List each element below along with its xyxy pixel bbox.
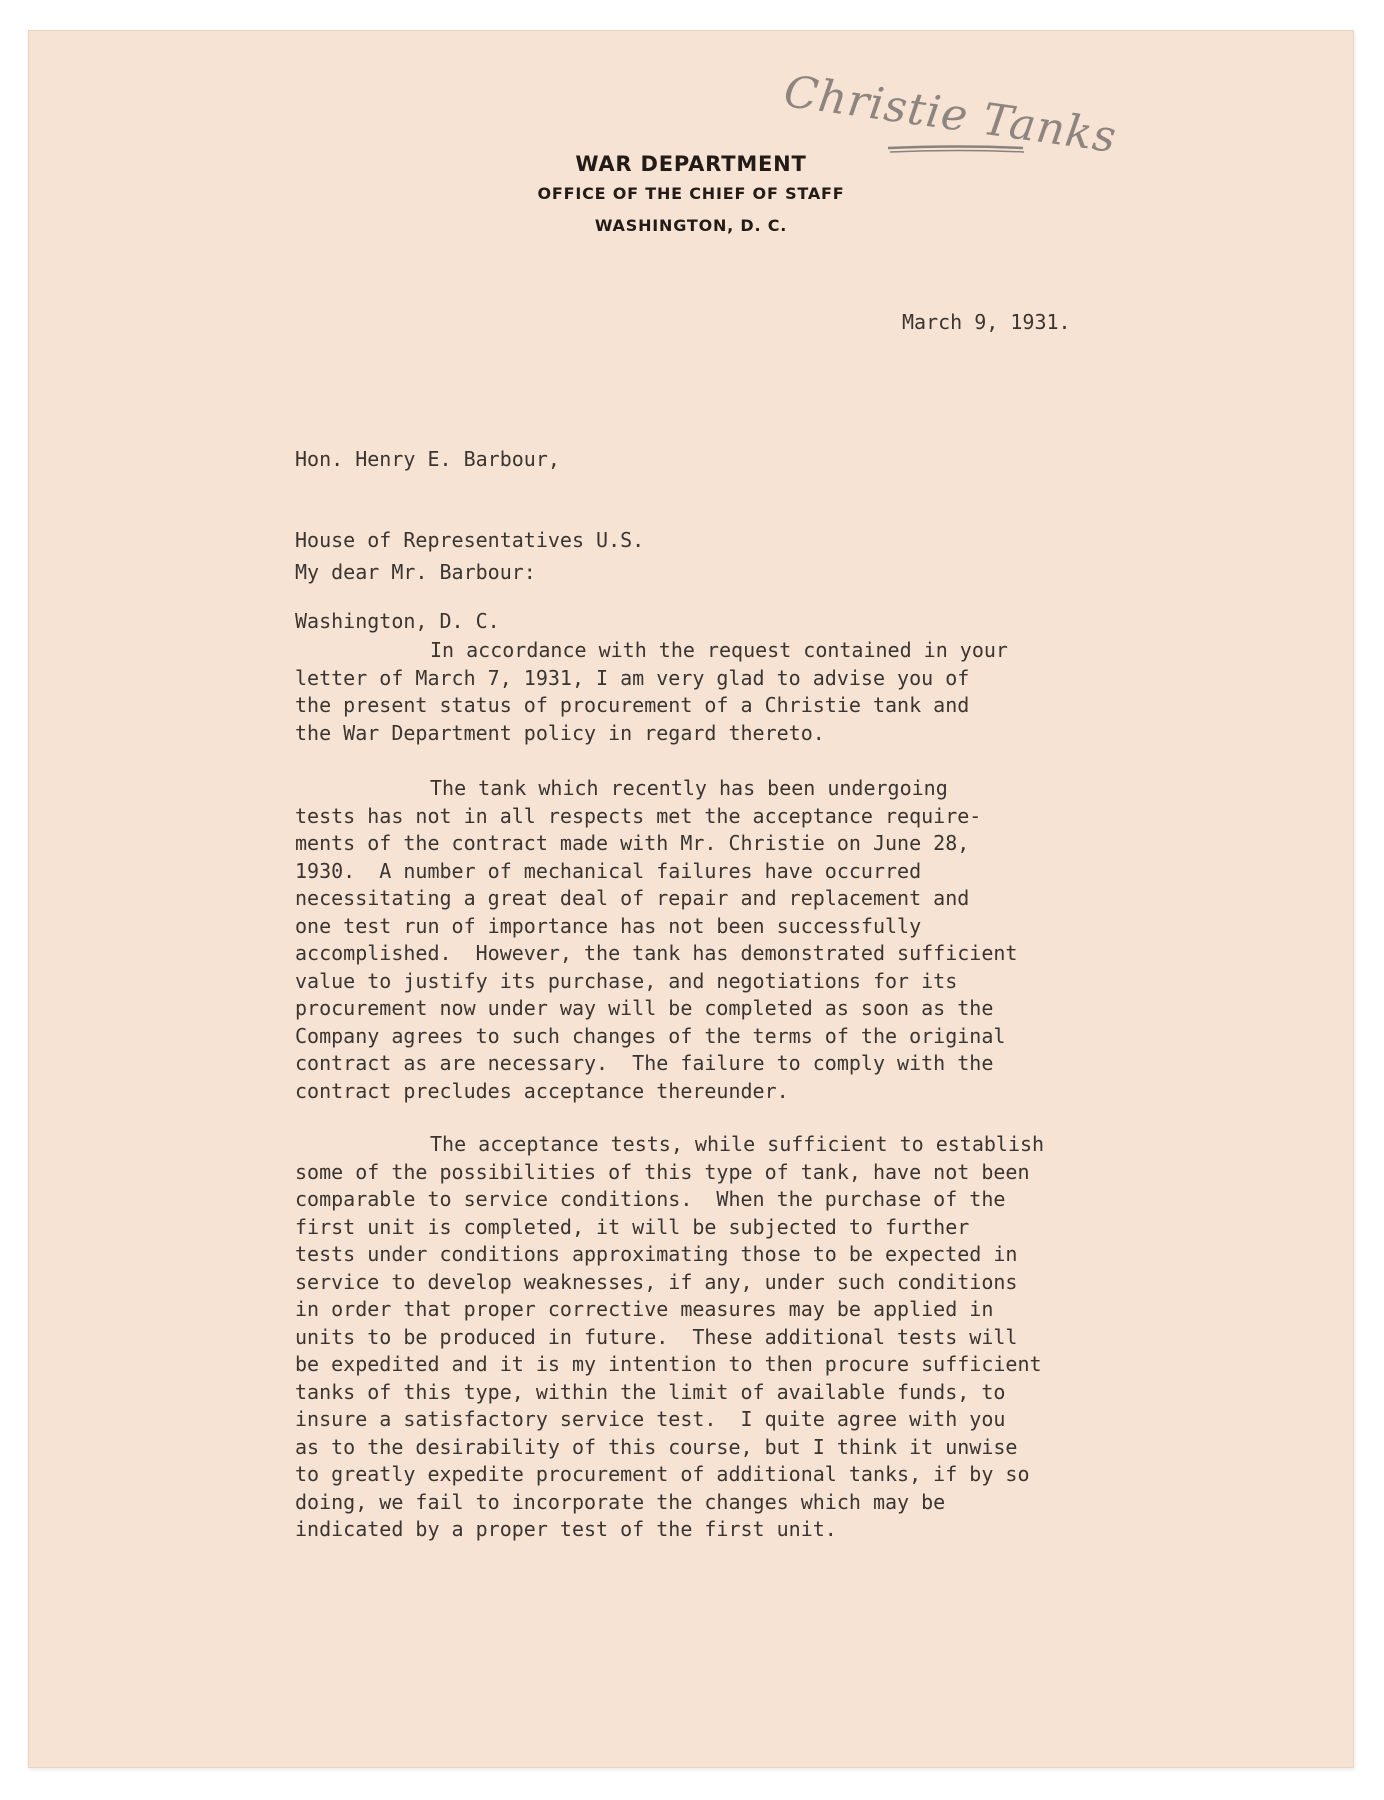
address-line: Hon. Henry E. Barbour, (295, 447, 560, 471)
handwritten-annotation (778, 48, 1178, 164)
paragraph-line: comparable to service conditions. When the purchase of the (295, 1187, 1006, 1211)
paragraph-line: in order that proper corrective measures may be applied in (295, 1297, 994, 1321)
paragraph-line: to greatly expedite procurement of additional tanks, if by so (295, 1462, 1030, 1486)
letter-page (28, 30, 1354, 1768)
paragraph-line: ments of the contract made with Mr. Christie on June 28, (295, 831, 970, 855)
paragraph-line: be expedited and it is my intention to then procure sufficient (295, 1352, 1042, 1376)
paragraph-line: accomplished. However, the tank has demonstrated sufficient (295, 941, 1018, 965)
paragraph-line: one test run of importance has not been successfully (295, 913, 922, 938)
letterhead-department: WAR DEPARTMENT (575, 152, 807, 176)
handwritten-note: Christie Tanks (780, 66, 1120, 164)
paragraph-line: doing, we fail to incorporate the changes which may be (295, 1489, 946, 1514)
paragraph-line: The tank which recently has been undergoing (430, 776, 948, 800)
letterhead-city: WASHINGTON, D. C. (594, 216, 788, 235)
paragraph-3 (295, 1131, 1044, 1544)
paragraph-line: the War Department policy in regard thereto. (295, 720, 825, 745)
paragraph-line: necessitating a great deal of repair and replacement and (295, 886, 970, 910)
paragraph-2 (295, 775, 1017, 1105)
salutation: My dear Mr. Barbour: (295, 560, 536, 584)
paragraph-line: 1930. A number of mechanical failures have occurred (295, 858, 922, 883)
paragraph-line: the present status of procurement of a Christie tank and (295, 693, 970, 717)
paragraph-line: some of the possibilities of this type of tank, have not been (295, 1159, 1030, 1184)
paragraph-line: The acceptance tests, while sufficient to establish (430, 1132, 1045, 1156)
letter-date: March 9, 1931. (902, 310, 1071, 334)
paragraph-line: letter of March 7, 1931, I am very glad to advise you of (295, 665, 970, 690)
paragraph-line: contract precludes acceptance thereunder. (295, 1078, 789, 1103)
paragraph-line: as to the desirability of this course, but I think it unwise (295, 1434, 1018, 1459)
paragraph-line: service to develop weaknesses, if any, under such conditions (295, 1269, 1018, 1294)
paragraph-line: tanks of this type, within the limit of available funds, to (295, 1379, 1006, 1404)
paragraph-line: In accordance with the request contained in your (430, 638, 1008, 662)
letterhead-office: OFFICE OF THE CHIEF OF STAFF (537, 184, 845, 203)
paragraph-line: value to justify its purchase, and negotiations for its (295, 968, 958, 993)
paragraph-line: tests under conditions approximating those to be expected in (295, 1242, 1018, 1266)
paragraph-line: first unit is completed, it will be subjected to further (295, 1214, 970, 1239)
paragraph-line: units to be produced in future. These additional tests will (295, 1324, 1018, 1349)
paragraph-1 (295, 637, 1008, 747)
address-line: Washington, D. C. (295, 609, 500, 633)
paragraph-line: Company agrees to such changes of the terms of the original (295, 1023, 1006, 1048)
paragraph-line: tests has not in all respects met the acceptance require- (295, 803, 982, 828)
paragraph-line: procurement now under way will be completed as soon as the (295, 996, 994, 1020)
paragraph-line: indicated by a proper test of the first unit. (295, 1517, 837, 1541)
paragraph-line: insure a satisfactory service test. I quite agree with you (295, 1407, 1006, 1431)
paragraph-line: contract as are necessary. The failure to comply with the (295, 1051, 994, 1075)
address-line: House of Representatives U.S. (295, 528, 645, 552)
